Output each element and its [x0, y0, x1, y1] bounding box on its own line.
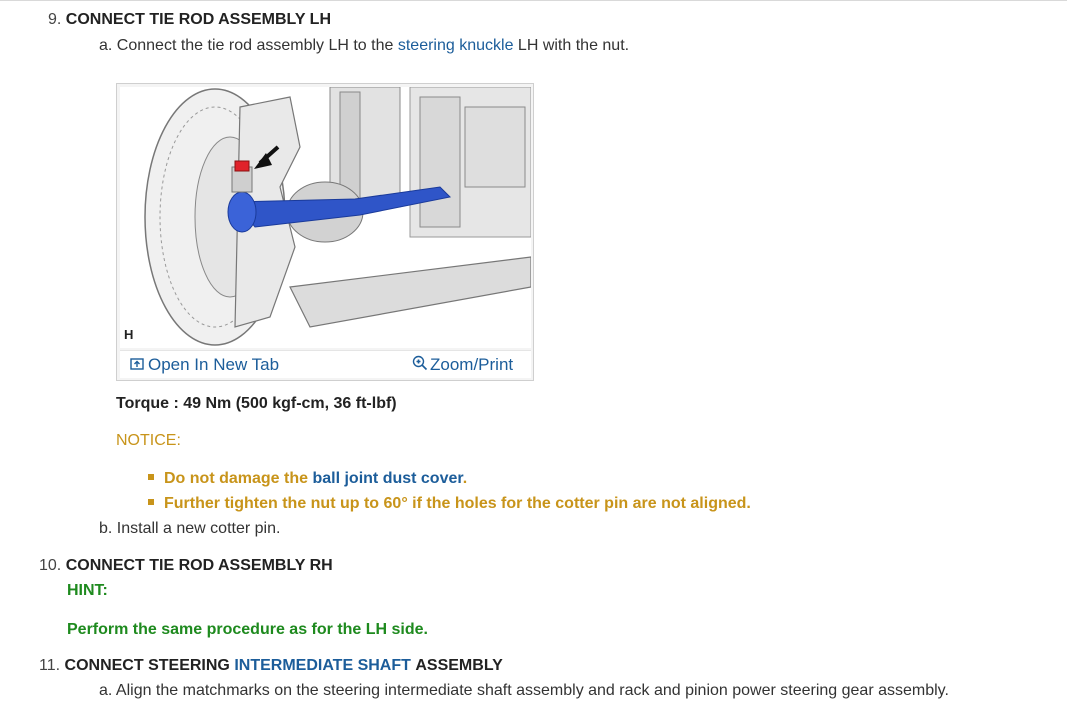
step-title-start: CONNECT STEERING [64, 657, 230, 674]
tie-rod-illustration [120, 87, 531, 348]
bullet-icon [148, 474, 154, 480]
notice-item-text: Do not damage the [164, 470, 309, 487]
step-11-sub-a [99, 682, 949, 700]
sub-step-text: Connect the tie rod assembly LH to the [116, 37, 394, 54]
ball-joint-dust-cover-link[interactable]: ball joint dust cover [312, 470, 463, 487]
figure-toolbar [120, 350, 531, 378]
sub-step-text: Install a new cotter pin. [116, 520, 281, 537]
step-number: 10. [39, 557, 62, 574]
step-title: CONNECT TIE ROD ASSEMBLY LH [65, 11, 332, 28]
top-divider [0, 0, 1067, 1]
notice-title: NOTICE: [116, 432, 181, 449]
sub-step-label: a. [99, 37, 113, 54]
open-new-tab-label: Open In New Tab [148, 355, 280, 374]
torque-spec: Torque : 49 Nm (500 kgf-cm, 36 ft-lbf) [116, 395, 397, 412]
step-9-sub-b [99, 520, 280, 538]
steering-knuckle-link[interactable]: steering knuckle [397, 37, 514, 54]
figure-corner-label: H [124, 327, 134, 342]
open-new-tab-button[interactable] [130, 355, 279, 375]
step-number: 11. [39, 657, 61, 674]
sub-step-text-end: LH with the nut. [517, 37, 630, 54]
sub-step-label: a. [99, 682, 113, 699]
step-title: CONNECT TIE ROD ASSEMBLY RH [65, 557, 333, 574]
notice-item-text: Further tighten the nut up to 60° if the holes for the cotter pin are not aligned. [164, 495, 751, 512]
hint-text: Perform the same procedure as for the LH side. [67, 621, 428, 638]
zoom-icon [412, 355, 428, 371]
zoom-print-label: Zoom/Print [430, 355, 514, 374]
notice-item-1 [148, 470, 467, 488]
step-10-heading [39, 557, 333, 575]
step-9-heading [48, 11, 331, 29]
tie-rod-diagram [120, 87, 531, 348]
bullet-icon [148, 499, 154, 505]
illustration-figure [116, 83, 534, 381]
hint-title: HINT: [67, 582, 108, 599]
notice-item-2 [148, 495, 751, 513]
intermediate-shaft-link[interactable]: INTERMEDIATE SHAFT [234, 657, 411, 674]
step-title-end: ASSEMBLY [415, 657, 503, 674]
step-9-sub-a [99, 37, 629, 55]
step-11-heading [39, 657, 503, 675]
step-number: 9. [48, 11, 62, 28]
sub-step-text: Align the matchmarks on the steering intermediate shaft assembly and rack and pinion power steering gear assembly. [115, 682, 949, 699]
notice-item-period: . [462, 470, 468, 487]
open-new-tab-icon [130, 357, 144, 371]
zoom-print-button[interactable] [412, 355, 513, 375]
sub-step-label: b. [99, 520, 113, 537]
